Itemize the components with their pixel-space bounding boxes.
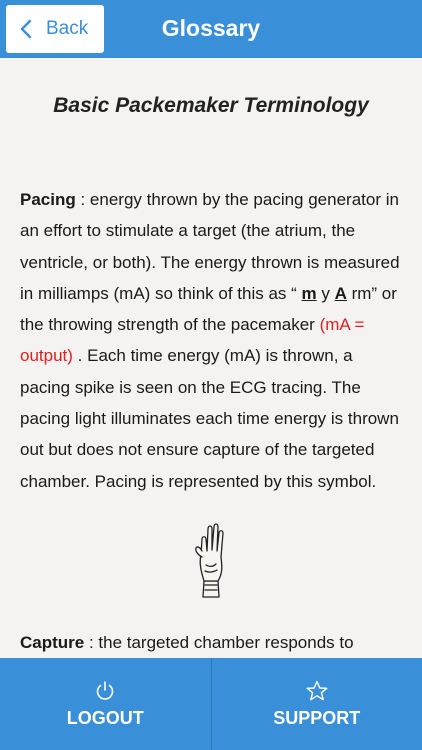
back-button-label: Back <box>46 18 89 39</box>
star-icon <box>306 680 328 702</box>
pacing-symbol <box>0 521 422 599</box>
page-title: Glossary <box>161 15 261 41</box>
capture-definition <box>0 627 422 658</box>
chevron-left-icon <box>20 19 32 39</box>
pacing-text-1: : energy thrown by the pacing generator in an effort to stimulate a target (the atrium, the ventricle, or both). The energy thrown is measured in milliamps (mA) so think of this as “ <box>20 190 400 303</box>
pacing-text-4: . Each time energy (mA) is thrown, a pacing spike is seen on the ECG tracing. The pacing light illuminates each time energy is thrown out but does not ensure capture of the targeted chamber. Pacing is represented by this symbol. <box>20 346 399 491</box>
navigation-bar <box>0 0 422 58</box>
output-note: (mA = output) <box>20 315 365 366</box>
capture-text: : the targeted chamber responds to <box>84 632 354 652</box>
bottom-tab-bar <box>0 658 422 750</box>
back-button[interactable] <box>6 5 104 53</box>
logout-label: LOGOUT <box>66 707 144 728</box>
pacing-text-2: y <box>316 283 335 303</box>
term-capture: Capture <box>20 632 85 652</box>
pacing-definition <box>0 184 422 497</box>
pacing-text-3: rm” or the throwing strength of the pacemaker <box>20 283 397 335</box>
mnemonic-a: A <box>334 283 347 303</box>
open-hand-icon <box>193 521 229 599</box>
support-button[interactable] <box>211 658 422 750</box>
power-icon <box>94 680 116 702</box>
support-label: SUPPORT <box>273 707 361 728</box>
logout-button[interactable] <box>0 658 211 750</box>
term-pacing: Pacing <box>20 190 76 209</box>
mnemonic-m: m <box>301 283 317 303</box>
section-heading: Basic Packemaker Terminology <box>53 94 369 117</box>
glossary-content[interactable] <box>0 58 422 658</box>
